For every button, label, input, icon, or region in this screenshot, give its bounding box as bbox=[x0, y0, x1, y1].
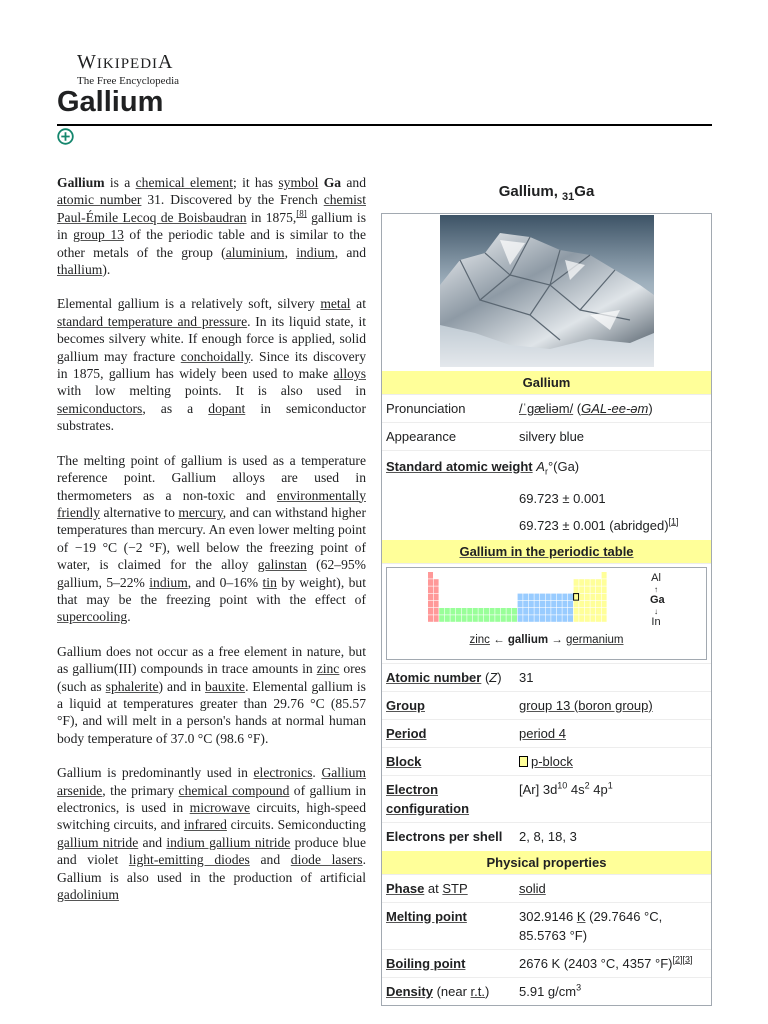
row-electron-configuration: Electron configuration [Ar] $3d^{10}$ $4s^2$ $4p^1$ bbox=[382, 775, 711, 822]
pt-cell-p bbox=[596, 586, 601, 593]
pt-cell-d bbox=[529, 600, 534, 607]
link-galinstan[interactable]: galinstan bbox=[257, 557, 307, 573]
link-chemical-element[interactable]: chemical element bbox=[135, 175, 233, 190]
row-phase: Phase at STP solid bbox=[382, 874, 711, 902]
pt-cell-d bbox=[540, 600, 545, 607]
pt-cell-d bbox=[523, 608, 528, 615]
link-group-13[interactable]: group 13 bbox=[73, 227, 124, 243]
pt-cell-s bbox=[428, 600, 433, 607]
pt-cell-s bbox=[434, 593, 439, 600]
pt-cell-f bbox=[450, 615, 455, 622]
pt-cell-d bbox=[546, 593, 551, 600]
link-led[interactable]: light-emitting diodes bbox=[128, 852, 250, 868]
pt-cell-s bbox=[428, 615, 433, 622]
pt-cell-s bbox=[434, 600, 439, 607]
link-microwave[interactable]: microwave bbox=[189, 800, 251, 815]
pt-cell-d bbox=[557, 608, 562, 615]
pt-cell-s bbox=[434, 615, 439, 622]
pt-cell-p bbox=[602, 586, 607, 593]
pt-cell-p bbox=[579, 586, 584, 593]
row-standard-atomic-weight: Standard atomic weight $A_r^\circ(Ga)$ bbox=[382, 450, 711, 485]
pt-cell-d bbox=[529, 615, 534, 622]
row-saw-value-2: 69.723 ± 0.001 (abridged)[1] bbox=[519, 516, 679, 533]
link-zinc[interactable]: zinc bbox=[316, 661, 340, 677]
link-group-13-boron[interactable]: group 13 (boron group) bbox=[519, 697, 653, 713]
pt-cell-d bbox=[534, 593, 539, 600]
pt-cell-d bbox=[518, 593, 523, 600]
link-block[interactable]: Block bbox=[386, 753, 422, 769]
link-indium[interactable]: indium bbox=[296, 244, 335, 260]
pt-cell-p bbox=[602, 572, 607, 579]
row-electrons-per-shell: Electrons per shell 2, 8, 18, 3 bbox=[382, 822, 711, 850]
pt-cell-d bbox=[523, 593, 528, 600]
row-appearance bbox=[382, 422, 711, 450]
link-standard-atomic-weight[interactable]: Standard atomic weight bbox=[386, 459, 533, 474]
pt-cell-p bbox=[602, 593, 607, 600]
pt-cell-s bbox=[428, 593, 433, 600]
pt-cell-p bbox=[585, 586, 590, 593]
pt-cell-p bbox=[602, 600, 607, 607]
link-boisbaudran[interactable]: Paul-Émile Lecoq de Boisbaudran bbox=[57, 209, 247, 225]
paragraph-5: Gallium is predominantly used in electronics. Gallium arsenide, the primary chemical compound of gallium in electronics, is used in microwave circuits, high-speed switching circuits, and infrared circuits. Semiconducting gallium nitride and indium gallium nitride produce blue and violet light-emitting diodes and diode lasers. Gallium is also used in the production of artificial gadolinium bbox=[57, 765, 366, 903]
pt-cell-d bbox=[534, 600, 539, 607]
pt-cell-s bbox=[428, 608, 433, 615]
pt-cell-p bbox=[596, 579, 601, 586]
link-semiconductors[interactable]: semiconductors bbox=[57, 400, 143, 416]
infobox-header-periodic-table bbox=[382, 539, 711, 563]
pt-cell-d bbox=[518, 608, 523, 615]
link-period-4[interactable]: period 4 bbox=[519, 725, 566, 741]
pt-cell-d bbox=[551, 593, 556, 600]
pt-cell-p bbox=[574, 579, 579, 586]
pt-cell-f bbox=[490, 608, 495, 615]
row-density: Density (near r.t.) 5.91 $g/cm^3$ bbox=[382, 977, 711, 1005]
pt-above-al[interactable]: Al bbox=[651, 571, 661, 584]
link-metal[interactable]: metal bbox=[320, 296, 351, 312]
link-diode-lasers[interactable]: diode lasers bbox=[290, 852, 363, 868]
pt-cell-p bbox=[590, 579, 595, 586]
pt-cell-p bbox=[585, 608, 590, 615]
pt-cell-d bbox=[562, 600, 567, 607]
link-aluminium[interactable]: aluminium bbox=[225, 244, 285, 260]
pt-cell-d bbox=[562, 608, 567, 615]
pt-cell-d bbox=[540, 593, 545, 600]
pt-cell-p bbox=[574, 608, 579, 615]
link-mercury[interactable]: mercury bbox=[178, 504, 223, 520]
pt-cell-p bbox=[579, 579, 584, 586]
pt-cell-d bbox=[551, 608, 556, 615]
link-kelvin[interactable]: K bbox=[576, 908, 586, 924]
pt-cell-f bbox=[467, 615, 472, 622]
pt-cell-f bbox=[506, 608, 511, 615]
pt-cell-d bbox=[540, 608, 545, 615]
pt-cell-p bbox=[585, 579, 590, 586]
link-conchoidally[interactable]: conchoidally bbox=[180, 348, 251, 364]
link-electron-configuration[interactable]: Electron configuration bbox=[386, 781, 470, 816]
pt-cell-s bbox=[428, 572, 433, 579]
pt-cell-d bbox=[568, 600, 573, 607]
pt-cell-p bbox=[585, 593, 590, 600]
gallium-crystal-photo[interactable] bbox=[440, 215, 654, 367]
pt-cell-d bbox=[534, 615, 539, 622]
link-chemist[interactable]: chemist bbox=[323, 192, 366, 208]
link-density[interactable]: Density bbox=[386, 983, 433, 999]
pt-cell-d bbox=[529, 593, 534, 600]
row-block bbox=[382, 747, 711, 775]
pt-self-ga: Ga bbox=[650, 593, 665, 606]
pt-cell-d bbox=[551, 615, 556, 622]
infobox bbox=[381, 174, 712, 1006]
link-indium-2[interactable]: indium bbox=[149, 574, 188, 590]
pt-cell-d bbox=[557, 600, 562, 607]
link-gallium-nitride[interactable]: gallium nitride bbox=[57, 834, 139, 850]
pt-cell-d bbox=[518, 615, 523, 622]
link-sphalerite[interactable]: sphalerite bbox=[105, 678, 159, 694]
title-divider bbox=[57, 124, 712, 126]
link-melting-point[interactable]: Melting point bbox=[386, 908, 467, 924]
wikipedia-logo[interactable] bbox=[77, 52, 179, 88]
row-saw-value-1: 69.723 ± 0.001 bbox=[519, 490, 606, 506]
link-dopant[interactable]: dopant bbox=[208, 400, 246, 416]
row-group bbox=[382, 691, 711, 719]
pt-cell-f bbox=[456, 608, 461, 615]
pt-cell-d bbox=[534, 608, 539, 615]
link-infrared[interactable]: infrared bbox=[183, 817, 227, 833]
article-body bbox=[57, 174, 366, 920]
pt-cell-s bbox=[428, 586, 433, 593]
link-respelling[interactable]: GAL-ee-əm bbox=[581, 401, 649, 416]
infobox-header-physical: Physical properties bbox=[382, 850, 711, 874]
citation-8[interactable]: [8] bbox=[296, 208, 307, 219]
pt-cell-d bbox=[562, 615, 567, 622]
infobox-header-gallium: Gallium bbox=[382, 370, 711, 394]
page-title: Gallium bbox=[57, 86, 164, 118]
link-ipa[interactable]: /ˈɡæliəm/ bbox=[519, 401, 574, 416]
pt-cell-f bbox=[501, 608, 506, 615]
link-tin[interactable]: tin bbox=[262, 574, 277, 590]
pt-cell-d bbox=[562, 593, 567, 600]
row-melting-point: Melting point 302.9146 K (29.7646 °C, 85.5763 °F) bbox=[382, 902, 711, 949]
link-phase[interactable]: Phase bbox=[386, 880, 425, 896]
link-period[interactable]: Period bbox=[386, 725, 427, 741]
citation-1[interactable]: [1] bbox=[668, 516, 679, 527]
link-gadolinium[interactable]: gadolinium bbox=[57, 887, 119, 903]
pt-cell-p bbox=[585, 600, 590, 607]
pt-cell-d bbox=[546, 608, 551, 615]
pt-cell-f bbox=[439, 615, 444, 622]
link-environmentally-friendly[interactable]: environmentally friendly bbox=[57, 487, 366, 520]
link-symbol[interactable]: symbol bbox=[278, 175, 319, 190]
pt-cell-f bbox=[462, 615, 467, 622]
link-bauxite[interactable]: bauxite bbox=[205, 678, 246, 694]
link-stp[interactable]: standard temperature and pressure bbox=[57, 313, 248, 329]
link-atomic-number[interactable]: atomic number bbox=[57, 192, 142, 208]
link-gallium-arsenide[interactable]: Gallium arsenide bbox=[57, 765, 366, 798]
paragraph-4: Gallium does not occur as a free element in nature, but as gallium(III) compounds in trace amounts in zinc ores (such as sphalerite) and in bauxite. Elemental gallium is a liquid at temperatures greater than 29.76 °C (85.57 °F), and will melt in a person's hands at normal human body temperature of 37.0 °C (98.6 °F). bbox=[57, 643, 366, 746]
pt-right-germanium[interactable]: germanium bbox=[565, 633, 624, 646]
paragraph-1: Gallium is a chemical element; it has symbol Ga and atomic number 31. Discovered by the French chemist Paul-Émile Lecoq de Boisbaudran in 1875,[8] gallium is in group 13 of the periodic table and is similar to the other metals of the group (aluminium, indium, and thallium). bbox=[57, 175, 367, 278]
pt-cell-p bbox=[590, 600, 595, 607]
periodic-table-cell bbox=[382, 563, 711, 663]
link-periodic-table[interactable]: Gallium in the periodic table bbox=[459, 543, 634, 559]
pt-cell-gallium bbox=[574, 593, 579, 600]
pt-cell-s bbox=[434, 586, 439, 593]
pt-cell-d bbox=[546, 600, 551, 607]
paragraph-2: Elemental gallium is a relatively soft, silvery metal at standard temperature and pressure. In its liquid state, it becomes silvery white. If enough force is applied, solid gallium may fracture conchoidally. Since its discovery in 1875, gallium has widely been used to make alloys with low melting points. It is also used in semiconductors, as a dopant in semiconductor substrates. bbox=[57, 296, 367, 434]
link-supercooling[interactable]: supercooling bbox=[57, 609, 128, 625]
pt-cell-d bbox=[523, 600, 528, 607]
pt-cell-f bbox=[484, 615, 489, 622]
pt-cell-f bbox=[512, 608, 517, 615]
pt-cell-f bbox=[512, 615, 517, 622]
link-boiling-point[interactable]: Boiling point bbox=[386, 955, 466, 971]
pt-cell-f bbox=[478, 608, 483, 615]
pt-cell-f bbox=[467, 608, 472, 615]
pt-cell-p bbox=[579, 615, 584, 622]
pt-cell-f bbox=[462, 608, 467, 615]
row-atomic-number: Atomic number (Z) 31 bbox=[382, 663, 711, 691]
pt-cell-d bbox=[540, 615, 545, 622]
pt-cell-f bbox=[439, 608, 444, 615]
label-appearance: Appearance bbox=[386, 429, 457, 444]
pt-cell-p bbox=[574, 586, 579, 593]
pt-cell-d bbox=[568, 593, 573, 600]
pt-cell-p bbox=[596, 615, 601, 622]
link-group[interactable]: Group bbox=[386, 697, 425, 713]
link-indium-gallium-nitride[interactable]: indium gallium nitride bbox=[166, 834, 291, 850]
link-p-block[interactable]: p-block bbox=[531, 753, 573, 769]
pt-cell-f bbox=[495, 615, 500, 622]
pt-cell-d bbox=[568, 608, 573, 615]
pt-cell-p bbox=[602, 608, 607, 615]
row-boiling-point: Boiling point 2676 K (2403 °C, 4357 °F)[2][3] bbox=[382, 949, 711, 977]
link-thallium[interactable]: thallium bbox=[57, 262, 103, 278]
label-pronunciation: Pronunciation bbox=[386, 401, 466, 416]
pt-cell-f bbox=[445, 608, 450, 615]
pt-cell-p bbox=[590, 586, 595, 593]
pt-cell-p bbox=[596, 593, 601, 600]
pt-cell-p bbox=[579, 593, 584, 600]
paragraph-3: The melting point of gallium is used as a temperature reference point. Gallium alloys are used in thermometers as a non-toxic and environmentally friendly alternative to mercury, and can withstand higher temperatures than mercury. An even lower melting point of −19 °C (−2 °F), well below the freezing point of water, is claimed for the alloy galinstan (62–95% gallium, 5–22% indium, and 0–16% tin by weight), but that may be the freezing point with the effect of supercooling. bbox=[57, 452, 366, 625]
infobox-caption: Gallium, $_{31}$Ga bbox=[498, 183, 595, 203]
value-appearance: silvery blue bbox=[519, 429, 585, 444]
pt-cell-p bbox=[574, 600, 579, 607]
pt-cell-p bbox=[579, 600, 584, 607]
add-circle-icon[interactable] bbox=[57, 128, 74, 145]
link-room-temperature[interactable]: r.t. bbox=[470, 983, 485, 999]
wikipedia-tagline: The Free Encyclopedia bbox=[77, 75, 180, 87]
pt-cell-f bbox=[484, 608, 489, 615]
pt-cell-f bbox=[506, 615, 511, 622]
pt-cell-p bbox=[596, 608, 601, 615]
pt-cell-f bbox=[490, 615, 495, 622]
row-pronunciation: Pronunciation /ˈɡæliəm/ (GAL-ee-əm) bbox=[382, 394, 711, 422]
pt-cell-p bbox=[596, 600, 601, 607]
pt-cell-s bbox=[434, 579, 439, 586]
pt-cell-p bbox=[590, 593, 595, 600]
pt-cell-f bbox=[478, 615, 483, 622]
pt-cell-p bbox=[602, 579, 607, 586]
pt-cell-f bbox=[445, 615, 450, 622]
infobox-image-cell bbox=[382, 214, 711, 370]
pt-cell-d bbox=[551, 600, 556, 607]
pt-cell-p bbox=[602, 615, 607, 622]
pt-cell-p bbox=[585, 615, 590, 622]
pt-cell-p bbox=[579, 608, 584, 615]
pt-cell-d bbox=[518, 600, 523, 607]
pt-cell-s bbox=[428, 579, 433, 586]
wikipedia-wordmark: WIKIPEDIA bbox=[77, 51, 174, 73]
periodic-table-mini[interactable]: Al ↑ Ga ↓ In zinc ← gallium → germanium bbox=[386, 567, 707, 660]
pt-left-zinc[interactable]: zinc bbox=[469, 633, 490, 646]
pt-cell-d bbox=[557, 593, 562, 600]
pt-cell-s bbox=[434, 608, 439, 615]
pt-cell-f bbox=[473, 615, 478, 622]
pt-cell-f bbox=[450, 608, 455, 615]
pt-cell-p bbox=[574, 615, 579, 622]
pt-below-in[interactable]: In bbox=[651, 615, 661, 628]
pt-cell-d bbox=[546, 615, 551, 622]
pt-cell-p bbox=[590, 608, 595, 615]
row-period bbox=[382, 719, 711, 747]
pt-cell-f bbox=[495, 608, 500, 615]
infobox-table bbox=[381, 213, 712, 1006]
link-atomic-number-2[interactable]: Atomic number bbox=[386, 669, 482, 685]
pt-cell-f bbox=[501, 615, 506, 622]
citation-2-3[interactable]: [2][3] bbox=[672, 954, 693, 965]
pt-cell-d bbox=[557, 615, 562, 622]
p-block-swatch-icon bbox=[519, 756, 528, 767]
pt-cell-d bbox=[568, 615, 573, 622]
pt-cell-f bbox=[456, 615, 461, 622]
pt-cell-f bbox=[473, 608, 478, 615]
link-chemical-compound[interactable]: chemical compound bbox=[178, 782, 290, 798]
link-solid[interactable]: solid bbox=[519, 880, 546, 896]
pt-cell-p bbox=[590, 615, 595, 622]
link-alloys[interactable]: alloys bbox=[333, 366, 366, 382]
pt-cell-d bbox=[523, 615, 528, 622]
link-stp-2[interactable]: STP bbox=[442, 880, 468, 896]
link-electronics[interactable]: electronics bbox=[253, 765, 313, 781]
pt-cell-d bbox=[529, 608, 534, 615]
